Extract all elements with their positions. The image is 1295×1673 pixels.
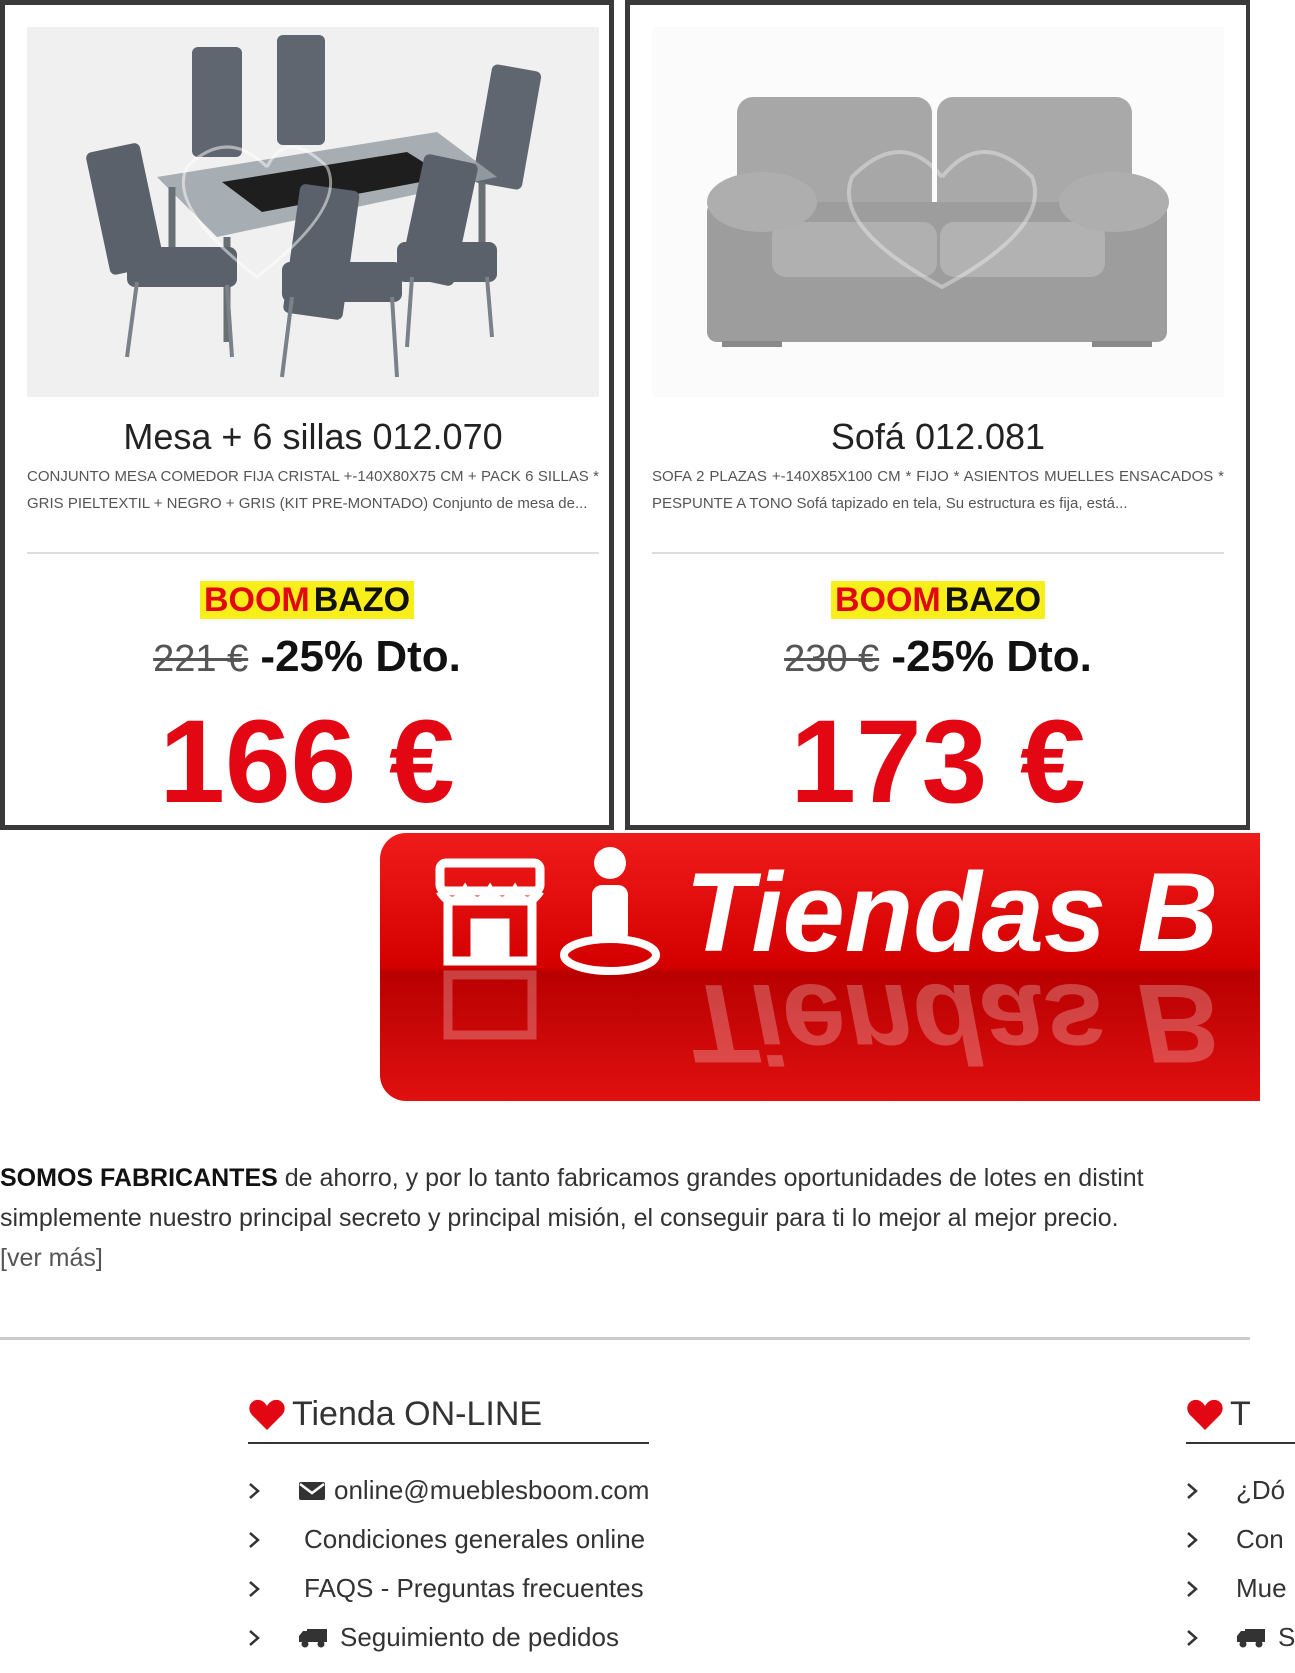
footer-link-conditions[interactable]	[248, 1515, 649, 1564]
footer-online-column	[248, 1395, 649, 1662]
chevron-right-icon	[1186, 1482, 1198, 1500]
store-icon	[440, 863, 540, 961]
see-more-link[interactable]: [ver más]	[0, 1244, 103, 1272]
product-card[interactable]	[0, 0, 614, 830]
footer-link[interactable]	[1186, 1515, 1295, 1564]
about-line-1: de ahorro, y por lo tanto fabricamos grandes oportunidades de lotes en distint	[277, 1164, 1144, 1192]
footer-heading	[1186, 1395, 1295, 1444]
footer-link[interactable]	[1186, 1466, 1295, 1515]
footer-link-faqs[interactable]	[248, 1564, 649, 1613]
product-image-sofa[interactable]	[652, 27, 1224, 397]
footer-link-label: Mue	[1236, 1573, 1287, 1603]
chevron-right-icon	[248, 1629, 260, 1647]
footer-links	[1186, 1466, 1295, 1662]
footer-divider	[0, 1337, 1250, 1340]
boombazo-badge	[630, 579, 1246, 621]
footer-link-tracking[interactable]	[248, 1613, 649, 1662]
discount-label: -25% Dto.	[260, 632, 461, 681]
banner-text: Tiendas B	[685, 850, 1219, 975]
chevron-right-icon	[1186, 1580, 1198, 1598]
badge-bazo: BAZO	[943, 581, 1045, 619]
divider	[27, 552, 599, 554]
divider	[652, 552, 1224, 554]
price-line	[5, 631, 609, 685]
about-text	[0, 1158, 1250, 1278]
about-line-2: simplemente nuestro principal secreto y principal misión, el conseguir para ti lo mejor al mejor precio.	[0, 1204, 1119, 1232]
old-price: 221 €	[153, 638, 249, 680]
svg-text:Tiendas B: Tiendas B	[685, 961, 1219, 1086]
footer-heading	[248, 1395, 649, 1444]
footer-link-label: FAQS - Preguntas frecuentes	[304, 1573, 644, 1603]
badge-boom: BOOM	[200, 581, 312, 619]
truck-icon	[1236, 1626, 1266, 1650]
discount-label: -25% Dto.	[891, 632, 1092, 681]
truck-icon	[298, 1626, 328, 1650]
stores-banner[interactable]	[380, 833, 1260, 1101]
old-price: 230 €	[784, 638, 880, 680]
chevron-right-icon	[1186, 1629, 1198, 1647]
footer-links	[248, 1466, 649, 1662]
chevron-right-icon	[1186, 1531, 1198, 1549]
footer-link-label: online@mueblesboom.com	[334, 1475, 650, 1505]
product-description: CONJUNTO MESA COMEDOR FIJA CRISTAL +-140X80X75 CM + PACK 6 SILLAS * GRIS PIELTEXTIL + NEGRO + GRIS (KIT PRE-MONTADO) Conjunto de mesa de...	[27, 468, 599, 512]
footer-link[interactable]	[1186, 1564, 1295, 1613]
heart-icon	[1186, 1398, 1224, 1432]
chevron-right-icon	[248, 1531, 260, 1549]
product-description: SOFA 2 PLAZAS +-140X85X100 CM * FIJO * ASIENTOS MUELLES ENSACADOS * PESPUNTE A TONO Sofá tapizado en tela, Su estructura es fija, está...	[652, 468, 1224, 512]
footer-heading-label: Tienda ON-LINE	[292, 1395, 543, 1433]
person-location-icon	[564, 847, 656, 971]
footer-link[interactable]	[1186, 1613, 1295, 1662]
product-title[interactable]: Mesa + 6 sillas 012.070	[123, 416, 503, 457]
current-price: 173 €	[790, 696, 1086, 828]
product-title[interactable]: Sofá 012.081	[830, 416, 1046, 457]
badge-boom: BOOM	[831, 581, 943, 619]
product-card[interactable]	[625, 0, 1250, 830]
chevron-right-icon	[248, 1482, 260, 1500]
about-bold: SOMOS FABRICANTES	[0, 1164, 278, 1192]
current-price: 166 €	[159, 696, 455, 828]
footer-link-label: S	[1278, 1622, 1295, 1652]
heart-icon	[248, 1398, 286, 1432]
footer-link-label: ¿Dó	[1236, 1475, 1286, 1505]
footer-heading-label: T	[1230, 1395, 1251, 1433]
footer-stores-column	[1186, 1395, 1295, 1662]
boombazo-badge	[5, 579, 609, 621]
envelope-icon	[298, 1479, 326, 1503]
footer-link-label: Seguimiento de pedidos	[340, 1622, 619, 1652]
badge-bazo: BAZO	[312, 581, 414, 619]
price-line	[630, 631, 1246, 685]
chevron-right-icon	[248, 1580, 260, 1598]
footer-link-label: Con	[1236, 1524, 1284, 1554]
footer-link-email[interactable]	[248, 1466, 649, 1515]
footer-link-label: Condiciones generales online	[304, 1524, 646, 1554]
product-image-table-chairs[interactable]	[27, 27, 599, 397]
